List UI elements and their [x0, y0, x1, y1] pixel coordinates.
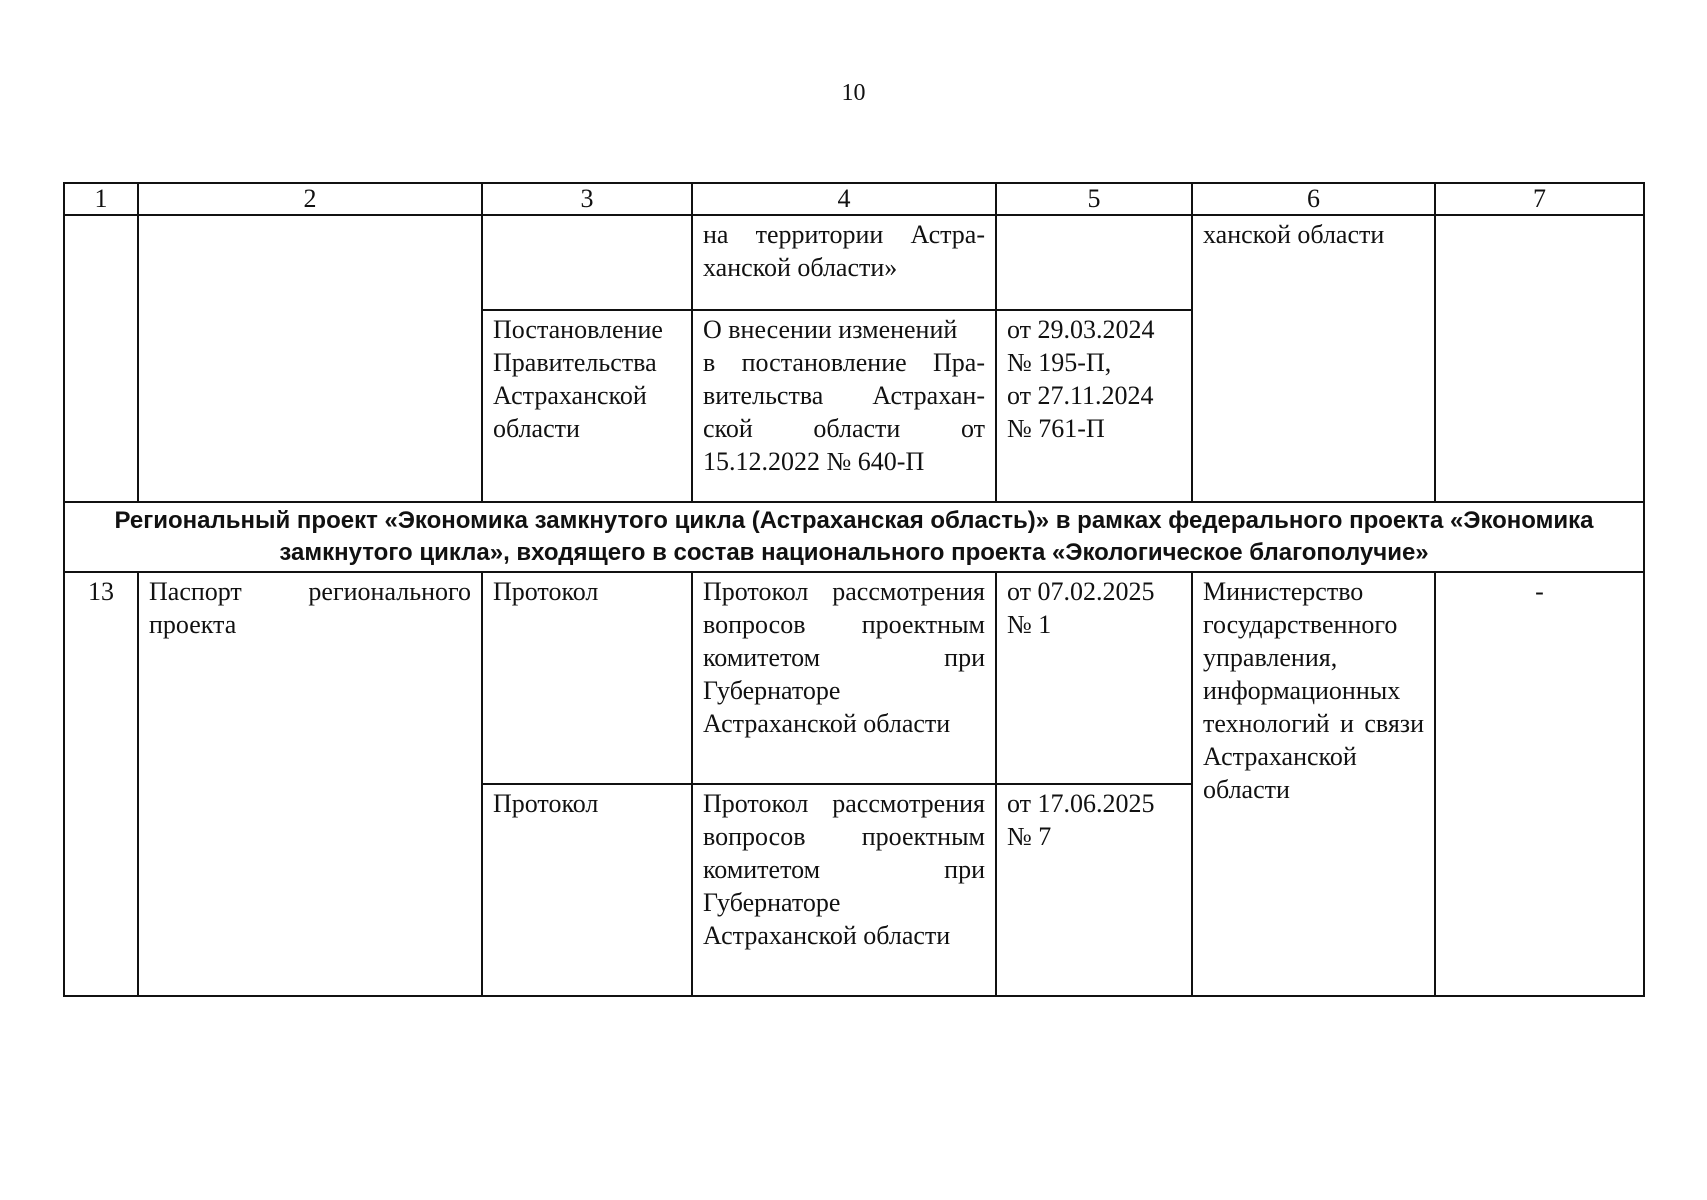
header-row: [64, 183, 1644, 215]
header-cell-5: 5: [996, 183, 1192, 215]
header-cell-7: 7: [1435, 183, 1644, 215]
text-line: № 761-П: [1007, 414, 1105, 443]
text-line: от 17.06.2025: [1007, 789, 1155, 818]
text-line: от 27.11.2024: [1007, 381, 1154, 410]
cell-empty: [996, 215, 1192, 310]
text-line: 15.12.2022 № 640-П: [703, 447, 925, 476]
cell-document-type: [482, 310, 692, 502]
header-cell-3: 3: [482, 183, 692, 215]
cell-document-name: Паспорт регионального проекта: [138, 572, 482, 996]
document-table: [63, 182, 1645, 997]
cell-document-title: Протокол рассмотрения вопросов проектным комитетом при Губернаторе Астраханской области: [692, 784, 996, 996]
text-line: от 29.03.2024: [1007, 315, 1155, 344]
header-cell-4: 4: [692, 183, 996, 215]
text-line: на территории Астра-: [703, 220, 985, 249]
cell-document-date: [996, 572, 1192, 784]
text-line: Постановление: [493, 315, 663, 344]
text-line: Правительства: [493, 348, 657, 377]
text-line: вительства Астрахан-: [703, 381, 985, 410]
page-number: 10: [841, 80, 866, 106]
cell-document-date: [996, 310, 1192, 502]
cell-document-type: Протокол: [482, 784, 692, 996]
header-cell-2: 2: [138, 183, 482, 215]
cell-empty: [64, 215, 138, 502]
cell-empty: [1435, 215, 1644, 502]
text-line: ханской области»: [703, 253, 898, 282]
text-line: от 07.02.2025: [1007, 577, 1155, 606]
table-row: [64, 572, 1644, 784]
cell-responsible-authority: Министерство государственного управления, информационных технологий и связи Астраханской области: [1192, 572, 1435, 996]
cell-notes: -: [1435, 572, 1644, 996]
header-cell-1: 1: [64, 183, 138, 215]
cell-document-date: [996, 784, 1192, 996]
text-line: Астраханской: [493, 381, 647, 410]
cell-document-type: Протокол: [482, 572, 692, 784]
section-row: [64, 502, 1644, 572]
header-cell-6: 6: [1192, 183, 1435, 215]
cell-continuation-title: [692, 215, 996, 310]
text-line: области: [493, 414, 580, 443]
cell-empty: [482, 215, 692, 310]
cell-document-title: [692, 310, 996, 502]
text-line: № 195-П,: [1007, 348, 1112, 377]
section-title: Региональный проект «Экономика замкнутого цикла (Астраханская область)» в рамках федерального проекта «Экономика замкнутого цикла», входящего в состав национального проекта «Экологическое благополучие»: [64, 502, 1644, 572]
table-row: [64, 215, 1644, 310]
cell-empty: [138, 215, 482, 502]
text-line: № 1: [1007, 610, 1052, 639]
text-line: в постановление Пра-: [703, 348, 985, 377]
text-line: О внесении изменений: [703, 315, 958, 344]
cell-continuation-authority: ханской области: [1192, 215, 1435, 502]
row-number: 13: [64, 572, 138, 996]
text-line: ской области от: [703, 414, 985, 443]
text-line: № 7: [1007, 822, 1052, 851]
cell-document-title: Протокол рассмотрения вопросов проектным комитетом при Губернаторе Астраханской области: [692, 572, 996, 784]
